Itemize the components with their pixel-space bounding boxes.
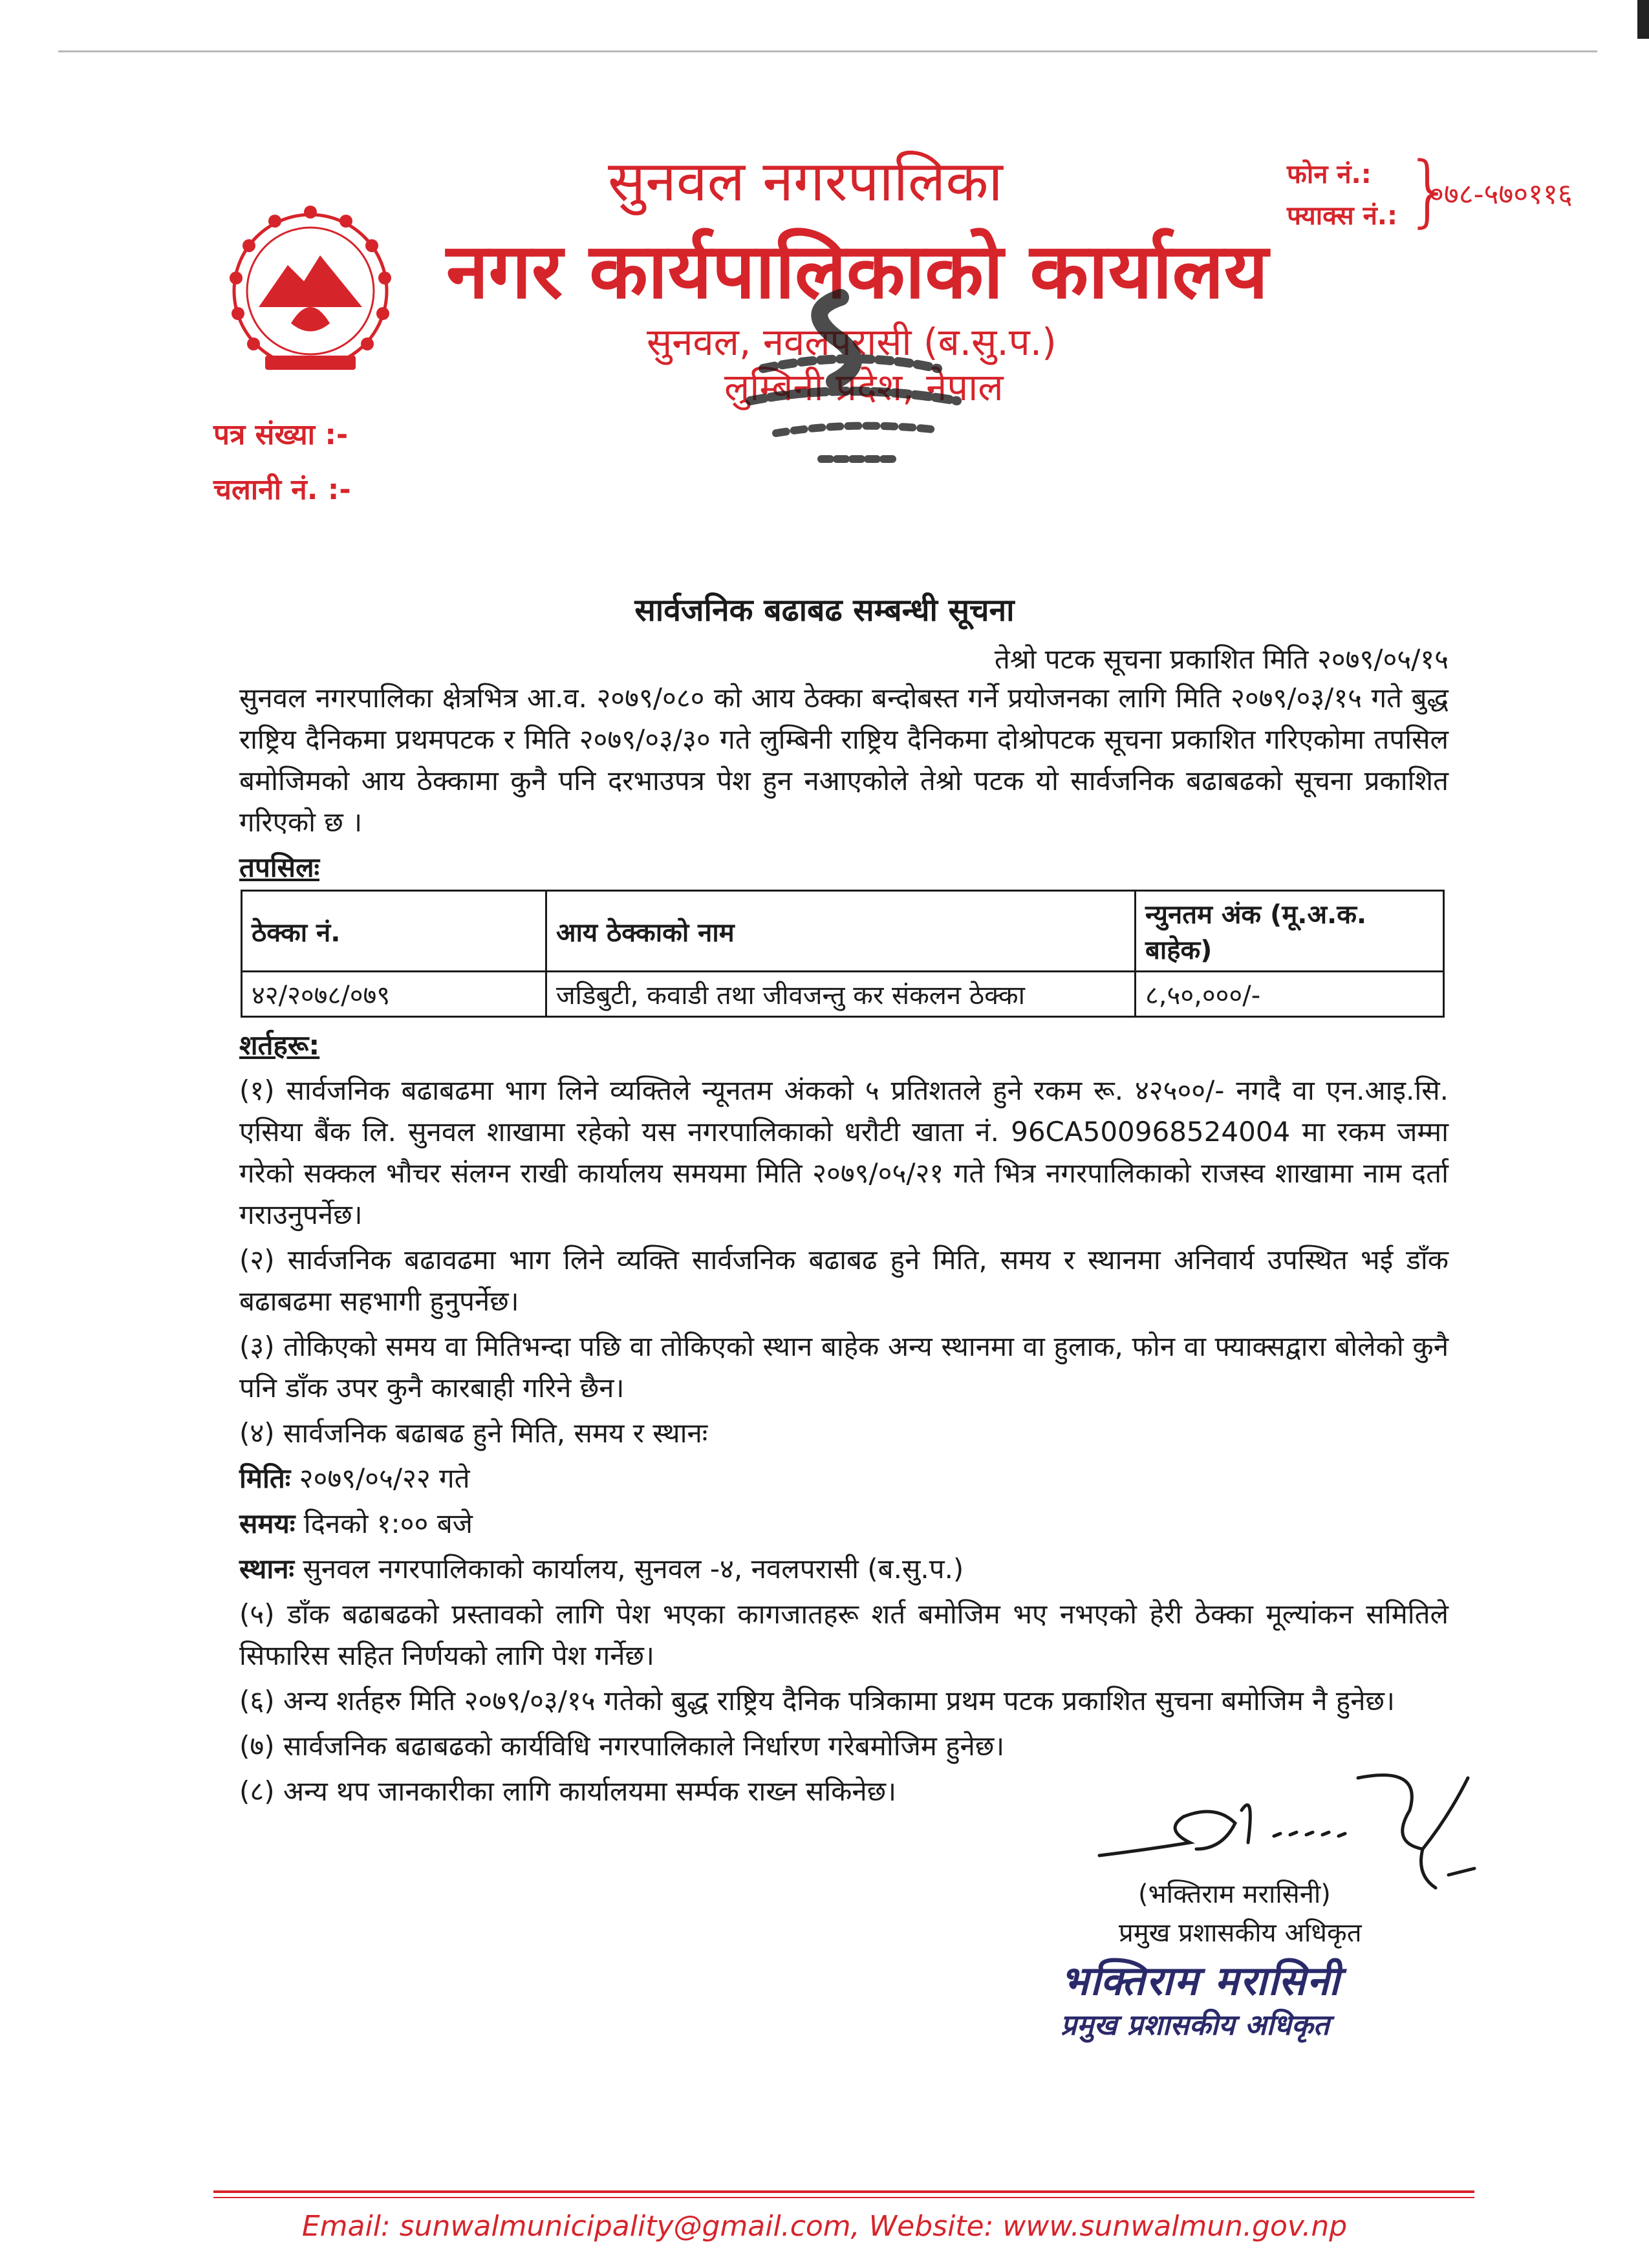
seal-name: भक्तिराम मरासिनी	[1061, 1957, 1341, 2004]
footer-contact: Email: sunwalmunicipality@gmail.com, Website: www.sunwalmun.gov.np	[301, 2210, 1348, 2243]
notice-title: सार्वजनिक बढाबढ सम्बन्धी सूचना	[634, 592, 1015, 628]
col-header-contract-no: ठेक्का नं.	[242, 891, 546, 972]
phone-number: ०७८-५७०११६	[1429, 178, 1573, 211]
fax-label: फ्याक्स नं.:	[1287, 201, 1397, 231]
auction-time	[239, 1503, 1449, 1545]
office-name: नगर कार्यपालिकाको कार्यालय	[446, 226, 1269, 316]
time-value: दिनको १:०० बजे	[303, 1508, 473, 1539]
terms-section	[239, 1025, 1449, 1816]
col-header-minimum-amount: न्युनतम अंक (मू.अ.क. बाहेक)	[1136, 891, 1444, 972]
cell-contract-no: ४२/२०७८/०७९	[242, 972, 546, 1017]
cell-minimum-amount: ८,५०,०००/-	[1136, 972, 1444, 1017]
signatory-title: प्रमुख प्रशासकीय अधिकृत	[1119, 1918, 1362, 1948]
term-4: (४) सार्वजनिक बढाबढ हुने मिति, समय र स्थानः	[239, 1417, 708, 1449]
signatory-name: (भक्तिराम मरासिनी)	[1138, 1879, 1331, 1909]
municipality-name: सुनवल नगरपालिका	[608, 149, 1003, 214]
term-5: (५) डाँक बढाबढको प्रस्तावको लागि पेश भएका कागजातहरू शर्त बमोजिम भए नभएको हेरी ठेक्का मूल्यांकन समितिले सिफारिस सहित निर्णयको लागि पेश गर्नेछ।	[239, 1598, 1449, 1671]
nepal-emblem-icon	[213, 194, 407, 388]
term-2: (२) सार्वजनिक बढावढमा भाग लिने व्यक्ति सार्वजनिक बढाबढ हुने मिति, समय र स्थानमा अनिवार्य उपस्थित भई डाँक बढाबढमा सहभागी हुनुपर्नेछ।	[239, 1244, 1449, 1317]
table-header-row	[242, 891, 1444, 972]
auction-place	[239, 1548, 1449, 1590]
time-label: समयः	[239, 1508, 296, 1539]
schedule-label: तपसिलः	[239, 851, 320, 883]
address-line-2: लुम्बिनी प्रदेश, नेपाल	[724, 365, 1004, 409]
term-3: (३) तोकिएको समय वा मितिभन्दा पछि वा तोकिएको स्थान बाहेक अन्य स्थानमा वा हुलाक, फोन वा फ्याक्सद्वारा बोलेको कुनै पनि डाँक उपर कुनै कारबाही गरिने छैन।	[239, 1331, 1449, 1404]
table-row	[242, 972, 1444, 1017]
contact-labels	[1287, 154, 1397, 237]
contract-table	[241, 890, 1445, 1018]
date-value: २०७९/०५/२२ गते	[299, 1462, 470, 1494]
cell-contract-name: जडिबुटी, कवाडी तथा जीवजन्तु कर संकलन ठेक्का	[546, 972, 1136, 1017]
date-label: मितिः	[239, 1462, 291, 1494]
term-7: (७) सार्वजनिक बढाबढको कार्यविधि नगरपालिकाले निर्धारण गरेबमोजिम हुनेछ।	[239, 1730, 1005, 1762]
notice-paragraph: सुनवल नगरपालिका क्षेत्रभित्र आ.व. २०७९/०८० को आय ठेक्का बन्दोबस्त गर्ने प्रयोजनका लागि मिति २०७९/०३/१५ गते बुद्ध राष्ट्रिय दैनिकमा प्रथमपटक र मिति २०७९/०३/३० गते लुम्बिनी राष्ट्रिय दैनिकमा दोश्रोपटक सूचना प्रकाशित गरिएकोमा तपसिल बमोजिमको आय ठेक्कामा कुनै पनि दरभाउपत्र पेश हुन नआएकोले तेश्रो पटक यो सार्वजनिक बढाबढको सूचना प्रकाशित गरिएको छ ।	[239, 682, 1449, 838]
top-rule	[58, 50, 1597, 52]
published-date: तेश्रो पटक सूचना प्रकाशित मिति २०७९/०५/१५	[994, 643, 1449, 675]
col-header-contract-name: आय ठेक्काको नाम	[546, 891, 1136, 972]
term-6: (६) अन्य शर्तहरु मिति २०७९/०३/१५ गतेको बुद्ध राष्ट्रिय दैनिक पत्रिकामा प्रथम पटक प्रकाशित सुचना बमोजिम नै हुनेछ।	[239, 1685, 1395, 1717]
phone-label: फोन नं.:	[1287, 160, 1372, 189]
dispatch-number-label: चलानी नं. :-	[213, 473, 351, 506]
place-label: स्थानः	[239, 1553, 295, 1585]
brace-glyph: }	[1405, 146, 1454, 236]
scan-edge-mark	[1637, 0, 1649, 39]
auction-date	[239, 1458, 1449, 1499]
term-1: (१) सार्वजनिक बढाबढमा भाग लिने व्यक्तिले न्यूनतम अंकको ५ प्रतिशतले हुने रकम रू. ४२५००/- नगदै वा एन.आइ.सि. एसिया बैंक लि. सुनवल शाखामा रहेको यस नगरपालिकाको धरौटी खाता नं. 96CA500968524004 मा रकम जम्मा गरेको सक्कल भौचर संलग्न राखी कार्यालय समयमा मिति २०७९/०५/२१ गते भित्र नगरपालिकाको राजस्व शाखामा नाम दर्ता गराउनुपर्नेछ।	[239, 1075, 1449, 1230]
office-stamp-icon	[705, 272, 1002, 478]
term-8: (८) अन्य थप जानकारीका लागि कार्यालयमा सर्म्पक राख्न सकिनेछ।	[239, 1775, 897, 1807]
seal-title: प्रमुख प्रशासकीय अधिकृत	[1061, 2009, 1330, 2042]
footer-rule-1	[213, 2190, 1474, 2193]
terms-label: शर्तहरू:	[239, 1029, 320, 1061]
place-value: सुनवल नगरपालिकाको कार्यालय, सुनवल -४, नवलपरासी (ब.सु.प.)	[303, 1553, 964, 1585]
footer-rule-2	[213, 2197, 1474, 2198]
address-line-1: सुनवल, नवलपरासी (ब.सु.प.)	[647, 320, 1057, 364]
letter-number-label: पत्र संख्या :-	[213, 418, 349, 451]
